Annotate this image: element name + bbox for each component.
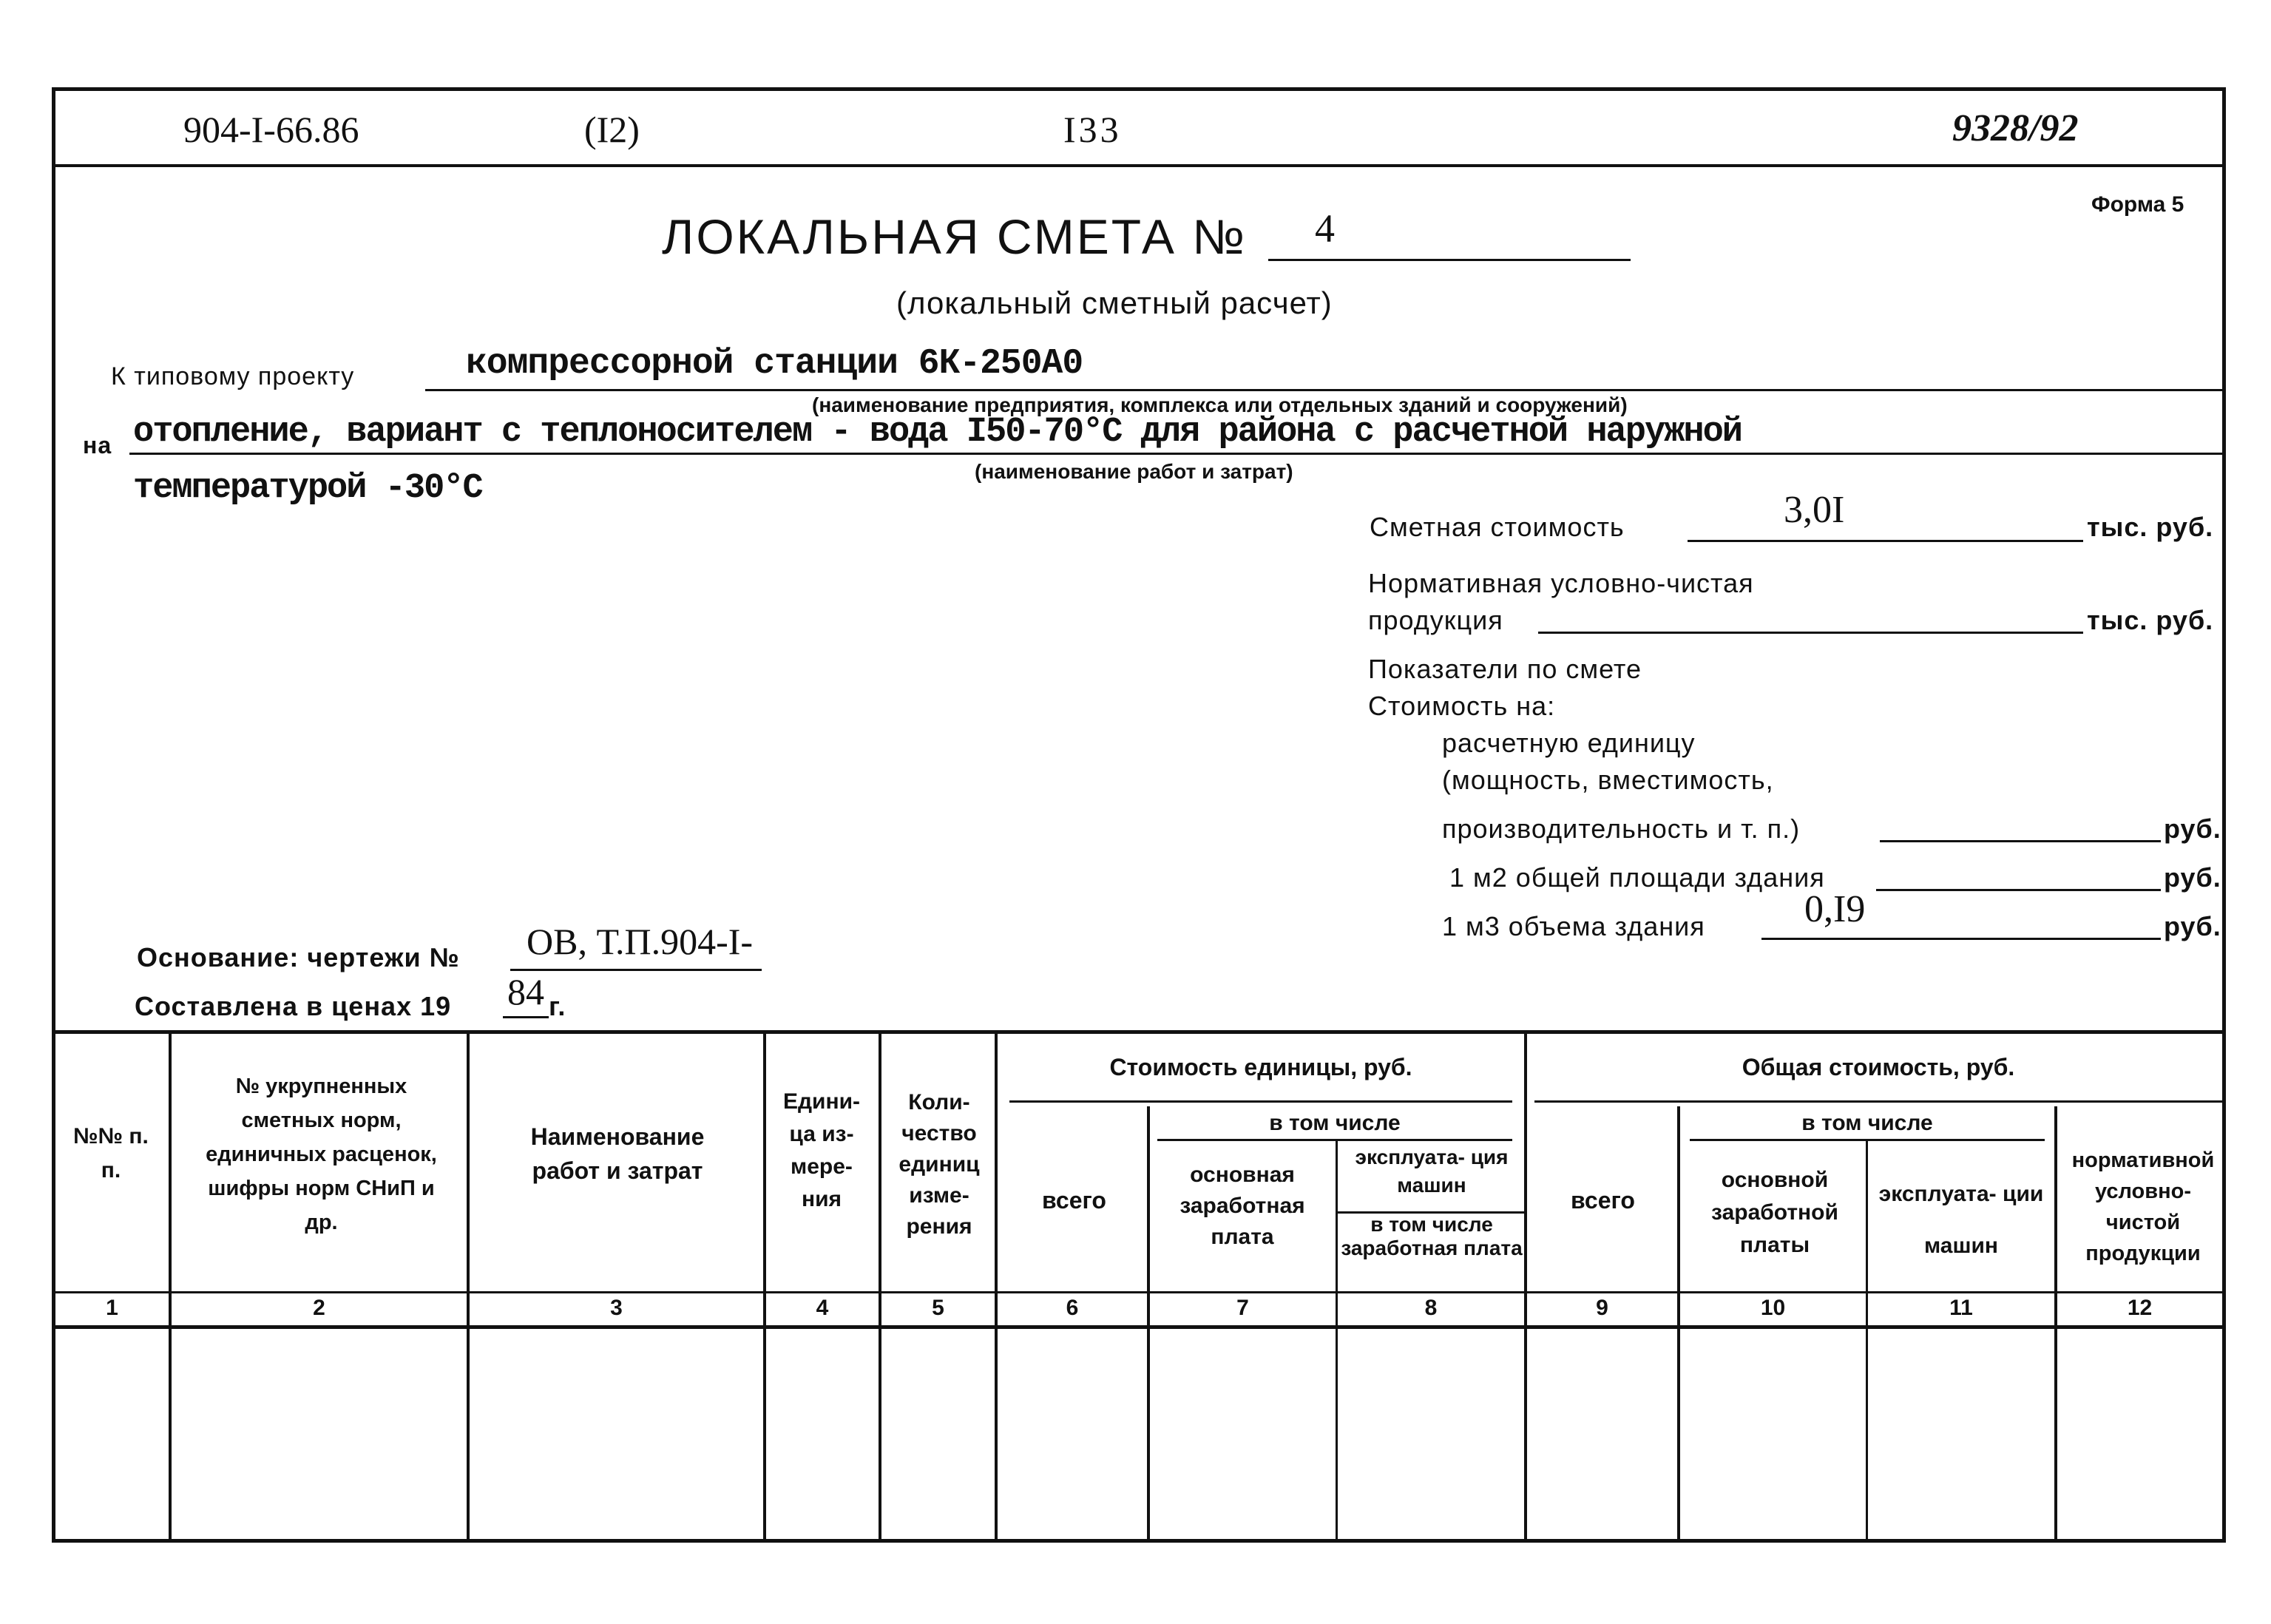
cost-line [1688, 540, 2083, 542]
works-line1-rule [129, 453, 2226, 455]
col12-header: нормативной условно- чистой продукции [2071, 1148, 2215, 1265]
cost-value: 3,0I [1784, 489, 1845, 531]
frame-top [52, 87, 2226, 91]
col7-header: основная заработная плата [1180, 1163, 1305, 1249]
project-label: К типовому проекту [111, 362, 355, 390]
indicators-heading: Показатели по смете [1368, 654, 1642, 684]
indicators-unit-rub: руб. [2164, 813, 2221, 844]
prices-suffix: г. [549, 991, 566, 1021]
basis-line [510, 969, 762, 971]
normative-line [1538, 632, 2083, 634]
indicators-m2-line [1876, 889, 2161, 891]
project-name: компрессорной станции 6К-250А0 [466, 344, 1083, 384]
col4-header: Едини- ца из- мере- ния [782, 1089, 861, 1211]
cost-unit: тыс. руб. [2087, 512, 2214, 542]
col-number: 7 [1236, 1296, 1249, 1320]
col-number: 11 [1949, 1296, 1973, 1320]
indicators-m3-label: 1 м3 объема здания [1442, 911, 1705, 941]
col-number: 6 [1066, 1296, 1079, 1320]
works-line1: отопление, вариант с теплоносителем - вода I50-70°С для района с расчетной наружной [133, 413, 1742, 452]
works-caption: (наименование работ и затрат) [975, 460, 1293, 483]
unit-cost-group-rule [1009, 1100, 1512, 1103]
form-label: Форма 5 [2091, 192, 2184, 217]
page-number: I33 [1063, 109, 1122, 150]
total-group-rule [1534, 1100, 2222, 1103]
col-number: 3 [610, 1296, 623, 1320]
indicators-unit-line [1880, 840, 2161, 842]
basis-value: ОВ, Т.П.904-I- [527, 921, 754, 962]
indicators-m2-label: 1 м2 общей площади здания [1449, 862, 1825, 893]
col9-header: всего [1571, 1187, 1635, 1214]
unit-cost-group-header: Стоимость единицы, руб. [1109, 1054, 1412, 1080]
indicators-unit-1: расчетную единицу [1442, 728, 1696, 758]
col-number: 8 [1424, 1296, 1438, 1320]
col11-header: эксплуата- ции машин [1878, 1182, 2044, 1258]
project-line [425, 389, 2226, 391]
col-number: 9 [1596, 1296, 1608, 1320]
project-code: 904-I-66.86 [183, 109, 359, 150]
project-caption: (наименование предприятия, комплекса или отдельных зданий и сооружений) [812, 393, 1628, 416]
frame-bottom [52, 1539, 2226, 1543]
basis-label: Основание: чертежи № [137, 942, 460, 972]
cost-label: Сметная стоимость [1370, 512, 1625, 542]
col-number: 1 [106, 1296, 118, 1320]
frame-right [2222, 87, 2226, 1543]
normative-label-1: Нормативная условно-чистая [1368, 568, 1754, 598]
indicators-unit-3: производительность и т. п.) [1442, 813, 1801, 844]
indicators-cost-on: Стоимость на: [1368, 691, 1556, 721]
col10-header: основной заработной платы [1711, 1168, 1838, 1257]
indicators-unit-2: (мощность, вместимость, [1442, 765, 1774, 795]
indicators-m3-value: 0,I9 [1804, 888, 1866, 930]
indicators-m2-rub: руб. [2164, 862, 2221, 893]
total-incl-header: в том числе [1801, 1111, 1933, 1135]
total-group-header: Общая стоимость, руб. [1742, 1054, 2015, 1080]
col8-bottom-header: в том числе заработная плата [1341, 1213, 1523, 1259]
document-subtitle: (локальный сметный расчет) [896, 285, 1333, 320]
header-bottom-rule [52, 1291, 2226, 1293]
unit-cost-incl-header: в том числе [1269, 1111, 1401, 1135]
col6-header: всего [1042, 1187, 1106, 1214]
works-label: на [83, 432, 112, 459]
col-number: 12 [2127, 1296, 2153, 1320]
table-body [55, 1329, 2222, 1539]
normative-label-2: продукция [1368, 605, 1503, 635]
col-number: 5 [932, 1296, 944, 1320]
col8-top-header: эксплуата- ция машин [1355, 1146, 1509, 1197]
col3-header: Наименование работ и затрат [530, 1123, 705, 1184]
normative-unit: тыс. руб. [2087, 605, 2214, 635]
prices-label: Составлена в ценах 19 [135, 991, 452, 1021]
header-divider [52, 164, 2226, 167]
col-number: 2 [313, 1296, 325, 1320]
prices-year-line [503, 1016, 549, 1018]
prices-year: 84 [507, 971, 544, 1012]
table-top-rule [52, 1030, 2226, 1034]
col-number: 4 [816, 1296, 829, 1320]
document-title: ЛОКАЛЬНАЯ СМЕТА № [662, 209, 1248, 264]
col1-header: №№ п. п. [73, 1124, 149, 1183]
col2-header: № укрупненных сметных норм, единичных расценок, шифры норм СНиП и др. [206, 1075, 437, 1234]
indicators-m3-line [1761, 938, 2161, 940]
indicators-m3-rub: руб. [2164, 911, 2221, 941]
frame-left [52, 87, 55, 1543]
album-number: (I2) [584, 109, 640, 150]
col5-header: Коли- чество единиц изме- рения [898, 1090, 980, 1239]
handwritten-number: 9328/92 [1952, 107, 2079, 149]
estimate-number-line [1268, 259, 1631, 261]
estimate-number: 4 [1315, 206, 1335, 251]
col-number: 10 [1760, 1296, 1786, 1320]
works-line2: температурой -30°С [133, 469, 482, 508]
